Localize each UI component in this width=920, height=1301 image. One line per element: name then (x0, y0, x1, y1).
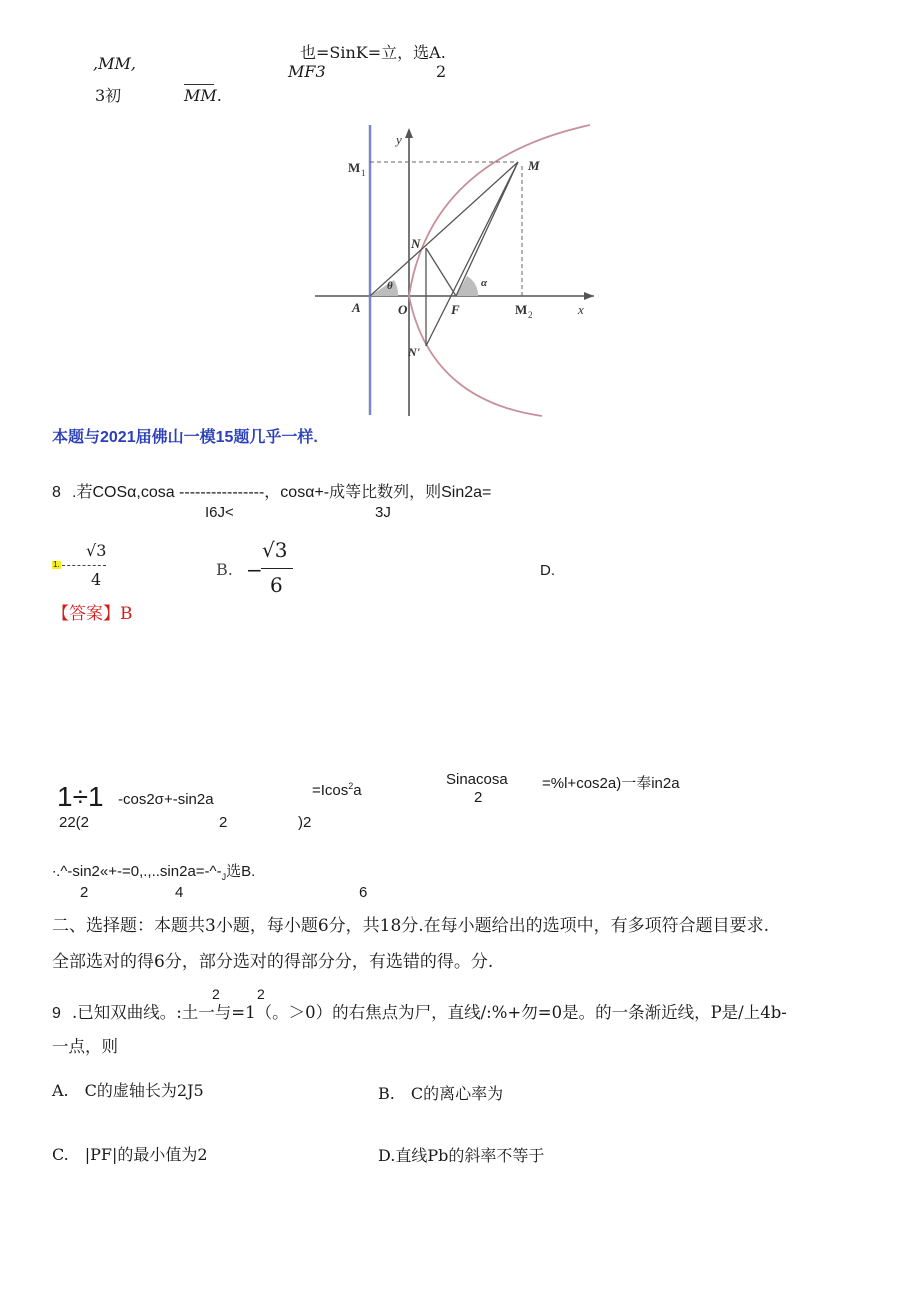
q8-stem: .若COSα,cosa ----------------，cosα+-成等比数列，则Sin2a= (72, 484, 492, 501)
q9-option-b: B. C的离心率为 (378, 1084, 504, 1103)
source-note: 本题与2021届佛山一模15题几乎一样. (52, 429, 318, 446)
q9-sup-2: 2 (257, 986, 265, 1002)
label-theta: θ (387, 280, 393, 292)
q9-option-d: D.直线Pb的斜率不等于 (378, 1146, 545, 1165)
label-y: y (396, 132, 402, 147)
label-n-prime: N' (408, 345, 420, 359)
top-fragment-2: 2 (436, 62, 447, 81)
solution-expr-4: =%l+cos2a)一奉in2a (542, 775, 680, 792)
top-fragment-mm: ,MM, (93, 54, 136, 73)
solution-big-fraction: 1÷1 (57, 781, 104, 812)
solution-expr-1: -cos2σ+-sin2a (118, 791, 214, 808)
q8-option-b-denominator: 6 (270, 573, 283, 597)
solution-line-3-n3: 6 (359, 884, 368, 901)
q8-number: 8 (52, 484, 61, 501)
top-fragment-mf3: MF3 (288, 62, 326, 81)
q9-stem-line-2: 一点，则 (52, 1037, 118, 1056)
q8-option-d-label: D. (540, 562, 555, 579)
section-2-intro-line-1: 二、选择题：本题共3小题，每小题6分，共18分.在每小题给出的选项中，有多项符合题目要求. (52, 916, 770, 936)
line-fm (456, 162, 518, 296)
solution-expr-3-bottom: 2 (474, 789, 483, 806)
section-2-intro-line-2: 全部选对的得6分，部分选对的得部分分，有选错的得。分. (52, 952, 494, 972)
parabola-figure (310, 120, 600, 418)
q9-stem: .已知双曲线。:土一与=1（。＞0）的右焦点为尸，直线/:%+勿=0是。的一条渐近线，P是/上4b- (72, 1003, 787, 1022)
top-fragment-3: 3初 (95, 86, 122, 105)
solution-row2-a: 22(2 (59, 814, 90, 831)
top-fragment-sink: 也=SinK=立，选A. (300, 43, 446, 62)
label-f: F (451, 302, 460, 317)
x-axis-arrow (584, 292, 594, 300)
label-a: A (352, 300, 361, 315)
y-axis-arrow (405, 128, 413, 138)
q9-number: 9 (52, 1005, 61, 1022)
solution-line-3-n1: 2 (80, 884, 89, 901)
q9-sup-1: 2 (212, 986, 220, 1002)
solution-line-3-n2: 4 (175, 884, 184, 901)
label-m1-sub: 1 (361, 168, 366, 178)
q9-option-c: C. |PF|的最小值为2 (52, 1145, 208, 1164)
solution-row2-b: 2 (219, 814, 228, 831)
solution-row2-c: )2 (298, 814, 312, 831)
label-o: O (398, 302, 408, 317)
line-nf (426, 248, 456, 296)
overline (184, 84, 214, 85)
solution-expr-2: =Icos$^2$a (312, 781, 362, 799)
line-nm (426, 162, 518, 346)
label-m: M (528, 158, 540, 173)
q8-sub1: I6J< (205, 504, 234, 521)
q8-option-a-numerator: √3 (86, 541, 107, 560)
q8-option-a-fraction-bar (62, 565, 106, 566)
q8-sub2: 3J (375, 504, 391, 521)
label-n: N (411, 236, 421, 251)
label-x: x (578, 302, 584, 317)
top-fragment-mm2: MM. (184, 86, 222, 105)
answer-label: 【答案】B (52, 604, 133, 624)
theta-wedge (370, 280, 398, 296)
q9-option-a: A. C的虚轴长为2J5 (52, 1081, 204, 1100)
label-alpha: α (481, 277, 488, 289)
solution-expr-3-top: Sinacosa (446, 771, 508, 788)
q8-option-a-denominator: 4 (91, 570, 102, 589)
q8-option-b-fraction-bar (261, 568, 293, 569)
parabola-curve (409, 125, 590, 416)
label-m2: M (515, 302, 528, 317)
label-m2-sub: 2 (528, 310, 533, 320)
q8-option-b-minus: − (246, 558, 263, 582)
q8-option-b-numerator: √3 (262, 538, 288, 562)
solution-line-3: $\cdot.\^{}-\sin 2«+-=0,.,..\sin 2a=-\^{}-_J$选B. (52, 863, 256, 882)
label-m1: M (348, 160, 361, 175)
q8-option-a-marker: 1. (53, 560, 60, 569)
q8-option-b-label: B. (216, 560, 233, 579)
